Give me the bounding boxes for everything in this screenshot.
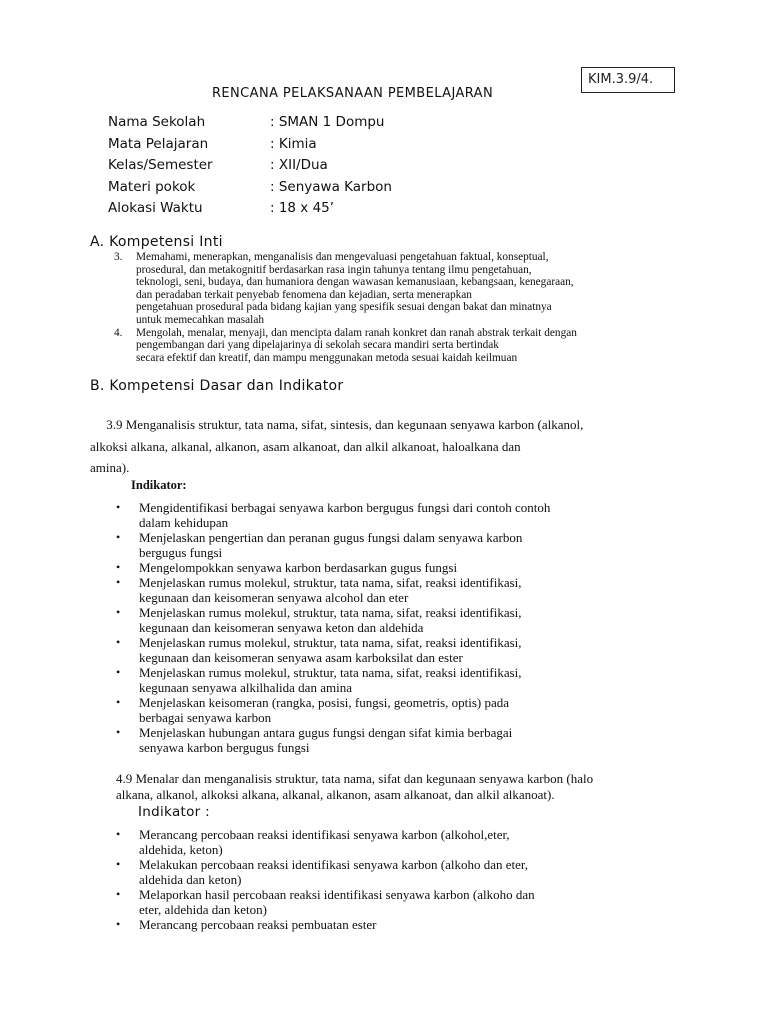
bullet-icon: • (116, 695, 121, 709)
ki-text-line: secara efektif dan kreatif, dan mampu menggunakan metoda sesuai kaidah keilmuan (136, 351, 518, 364)
indikator-text-line: Menjelaskan keisomeran (rangka, posisi, fungsi, geometris, optis) pada (139, 695, 510, 710)
indikator-label-3-9: Indikator: (131, 478, 187, 492)
bullet-icon: • (116, 500, 121, 514)
indikator-text-line: Menjelaskan rumus molekul, struktur, tata nama, sifat, reaksi identifikasi, (139, 575, 522, 590)
indikator-text-line: kegunaan senyawa alkilhalida dan amina (139, 680, 352, 695)
indikator-text-line: Melaporkan hasil percobaan reaksi identifikasi senyawa karbon (alkoho dan (139, 887, 535, 902)
indikator-item (116, 530, 696, 560)
ki-text-line: teknologi, seni, budaya, dan humaniora dengan wawasan kemanusiaan, kebangsaan, kenegaraan, (136, 276, 574, 289)
document-code-box: KIM.3.9/4. (581, 67, 675, 93)
indikator-text (139, 560, 696, 575)
indikator-item (116, 827, 696, 857)
identity-value: : SMAN 1 Dompu (270, 114, 385, 130)
ki-item (114, 251, 684, 327)
indikator-text (139, 500, 696, 530)
indikator-text-line: Merancang percobaan reaksi pembuatan ester (139, 917, 377, 932)
indikator-text-line: Merancang percobaan reaksi identifikasi senyawa karbon (alkohol,eter, (139, 827, 510, 842)
indikator-text (139, 887, 696, 917)
bullet-icon: • (116, 635, 121, 649)
identity-value: : Senyawa Karbon (270, 179, 392, 195)
kd-3-9-line: 3.9 Menganalisis struktur, tata nama, sifat, sintesis, dan kegunaan senyawa karbon (alkanol, (90, 417, 584, 432)
indikator-text (139, 605, 696, 635)
kd-4-9-line: 4.9 Menalar dan menganalisis struktur, tata nama, sifat dan kegunaan senyawa karbon (halo (116, 771, 594, 786)
indikator-label-4-9: Indikator : (138, 804, 210, 820)
indikator-text-line: Mengelompokkan senyawa karbon berdasarkan gugus fungsi (139, 560, 458, 575)
identity-label: Kelas/Semester (108, 157, 213, 173)
identity-row (108, 200, 334, 216)
indikator-text (139, 635, 696, 665)
indikator-text (139, 827, 696, 857)
identity-value: : 18 x 45’ (270, 200, 335, 216)
ki-text-line: pengembangan dari yang dipelajarinya di sekolah secara mandiri serta bertindak (136, 339, 499, 352)
identity-label: Alokasi Waktu (108, 200, 203, 216)
indikator-text (139, 575, 696, 605)
indikator-text-line: dalam kehidupan (139, 515, 229, 530)
identity-label: Materi pokok (108, 179, 196, 195)
indikator-text (139, 857, 696, 887)
ki-text-line: Memahami, menerapkan, menganalisis dan mengevaluasi pengetahuan faktual, konseptual, (136, 251, 549, 263)
indikator-text (139, 725, 696, 755)
kd-4-9-line: alkana, alkanol, alkoksi alkana, alkanal, alkanon, asam alkanoat, dan alkil alkanoat). (116, 787, 555, 802)
indikator-item (116, 605, 696, 635)
indikator-text-line: Menjelaskan rumus molekul, struktur, tata nama, sifat, reaksi identifikasi, (139, 635, 522, 650)
ki-number: 4. (114, 326, 123, 339)
indikator-item (116, 857, 696, 887)
indikator-text-line: senyawa karbon bergugus fungsi (139, 740, 310, 755)
indikator-text-line: eter, aldehida dan keton) (139, 902, 267, 917)
ki-text-line: untuk memecahkan masalah (136, 313, 264, 326)
ki-text (136, 251, 684, 327)
indikator-text (139, 917, 696, 932)
indikator-item (116, 725, 696, 755)
indikator-item (116, 887, 696, 917)
indikator-text-line: aldehida dan keton) (139, 872, 242, 887)
bullet-icon: • (116, 665, 121, 679)
identity-value: : Kimia (270, 136, 317, 152)
identity-row (108, 114, 385, 130)
indikator-text (139, 665, 696, 695)
kd-3-9-line: alkoksi alkana, alkanal, alkanon, asam alkanoat, dan alkil alkanoat, haloalkana dan (90, 438, 521, 454)
indikator-text-line: kegunaan dan keisomeran senyawa keton dan aldehida (139, 620, 424, 635)
bullet-icon: • (116, 917, 121, 931)
identity-value: : XII/Dua (270, 157, 328, 173)
indikator-item (116, 917, 696, 932)
ki-text-line: prosedural, dan metakognitif berdasarkan rasa ingin tahunya tentang ilmu pengetahuan, (136, 263, 532, 276)
identity-label: Nama Sekolah (108, 114, 206, 130)
ki-text (136, 327, 684, 365)
identity-row (108, 179, 392, 195)
bullet-icon: • (116, 827, 121, 841)
indikator-text-line: bergugus fungsi (139, 545, 223, 560)
identity-row (108, 157, 328, 173)
document-title: RENCANA PELAKSANAAN PEMBELAJARAN (212, 86, 494, 101)
identity-label: Mata Pelajaran (108, 136, 209, 152)
indikator-text-line: Menjelaskan rumus molekul, struktur, tata nama, sifat, reaksi identifikasi, (139, 605, 522, 620)
kompetensi-inti-list (114, 251, 684, 364)
indikator-text-line: kegunaan dan keisomeran senyawa alcohol dan eter (139, 590, 409, 605)
kd-3-9-line: amina). (90, 460, 130, 475)
indikator-text-line: kegunaan dan keisomeran senyawa asam karboksilat dan ester (139, 650, 463, 665)
indikator-text-line: Menjelaskan pengertian dan peranan gugus fungsi dalam senyawa karbon (139, 530, 523, 545)
ki-text-line: Mengolah, menalar, menyaji, dan mencipta dalam ranah konkret dan ranah abstrak terkait dengan (136, 326, 577, 339)
indikator-text-line: berbagai senyawa karbon (139, 710, 272, 725)
indikator-item (116, 695, 696, 725)
indikator-text-line: Menjelaskan hubungan antara gugus fungsi dengan sifat kimia berbagai (139, 725, 513, 740)
indikator-item (116, 560, 696, 575)
indikator-list-3-9 (116, 500, 696, 755)
ki-text-line: dan peradaban terkait penyebab fenomena dan kejadian, serta menerapkan (136, 288, 472, 301)
identity-row (108, 136, 317, 152)
bullet-icon: • (116, 887, 121, 901)
indikator-text (139, 530, 696, 560)
indikator-item (116, 665, 696, 695)
bullet-icon: • (116, 560, 121, 574)
bullet-icon: • (116, 605, 121, 619)
indikator-list-4-9 (116, 827, 696, 932)
indikator-text (139, 695, 696, 725)
indikator-item (116, 575, 696, 605)
bullet-icon: • (116, 725, 121, 739)
ki-text-line: pengetahuan prosedural pada bidang kajian yang spesifik sesuai dengan bakat dan minatnya (136, 301, 552, 314)
heading-kompetensi-inti: A. Kompetensi Inti (90, 234, 223, 250)
indikator-text-line: Menjelaskan rumus molekul, struktur, tata nama, sifat, reaksi identifikasi, (139, 665, 522, 680)
bullet-icon: • (116, 575, 121, 589)
indikator-text-line: aldehida, keton) (139, 842, 223, 857)
kd-4-9-text (116, 771, 716, 803)
kd-3-9-text (90, 414, 700, 479)
heading-kompetensi-dasar: B. Kompetensi Dasar dan Indikator (90, 378, 344, 394)
bullet-icon: • (116, 530, 121, 544)
bullet-icon: • (116, 857, 121, 871)
ki-number: 3. (114, 251, 123, 263)
ki-item (114, 327, 684, 365)
indikator-text-line: Melakukan percobaan reaksi identifikasi senyawa karbon (alkoho dan eter, (139, 857, 528, 872)
indikator-item (116, 635, 696, 665)
indikator-text-line: Mengidentifikasi berbagai senyawa karbon bergugus fungsi dari contoh contoh (139, 500, 551, 515)
indikator-item (116, 500, 696, 530)
